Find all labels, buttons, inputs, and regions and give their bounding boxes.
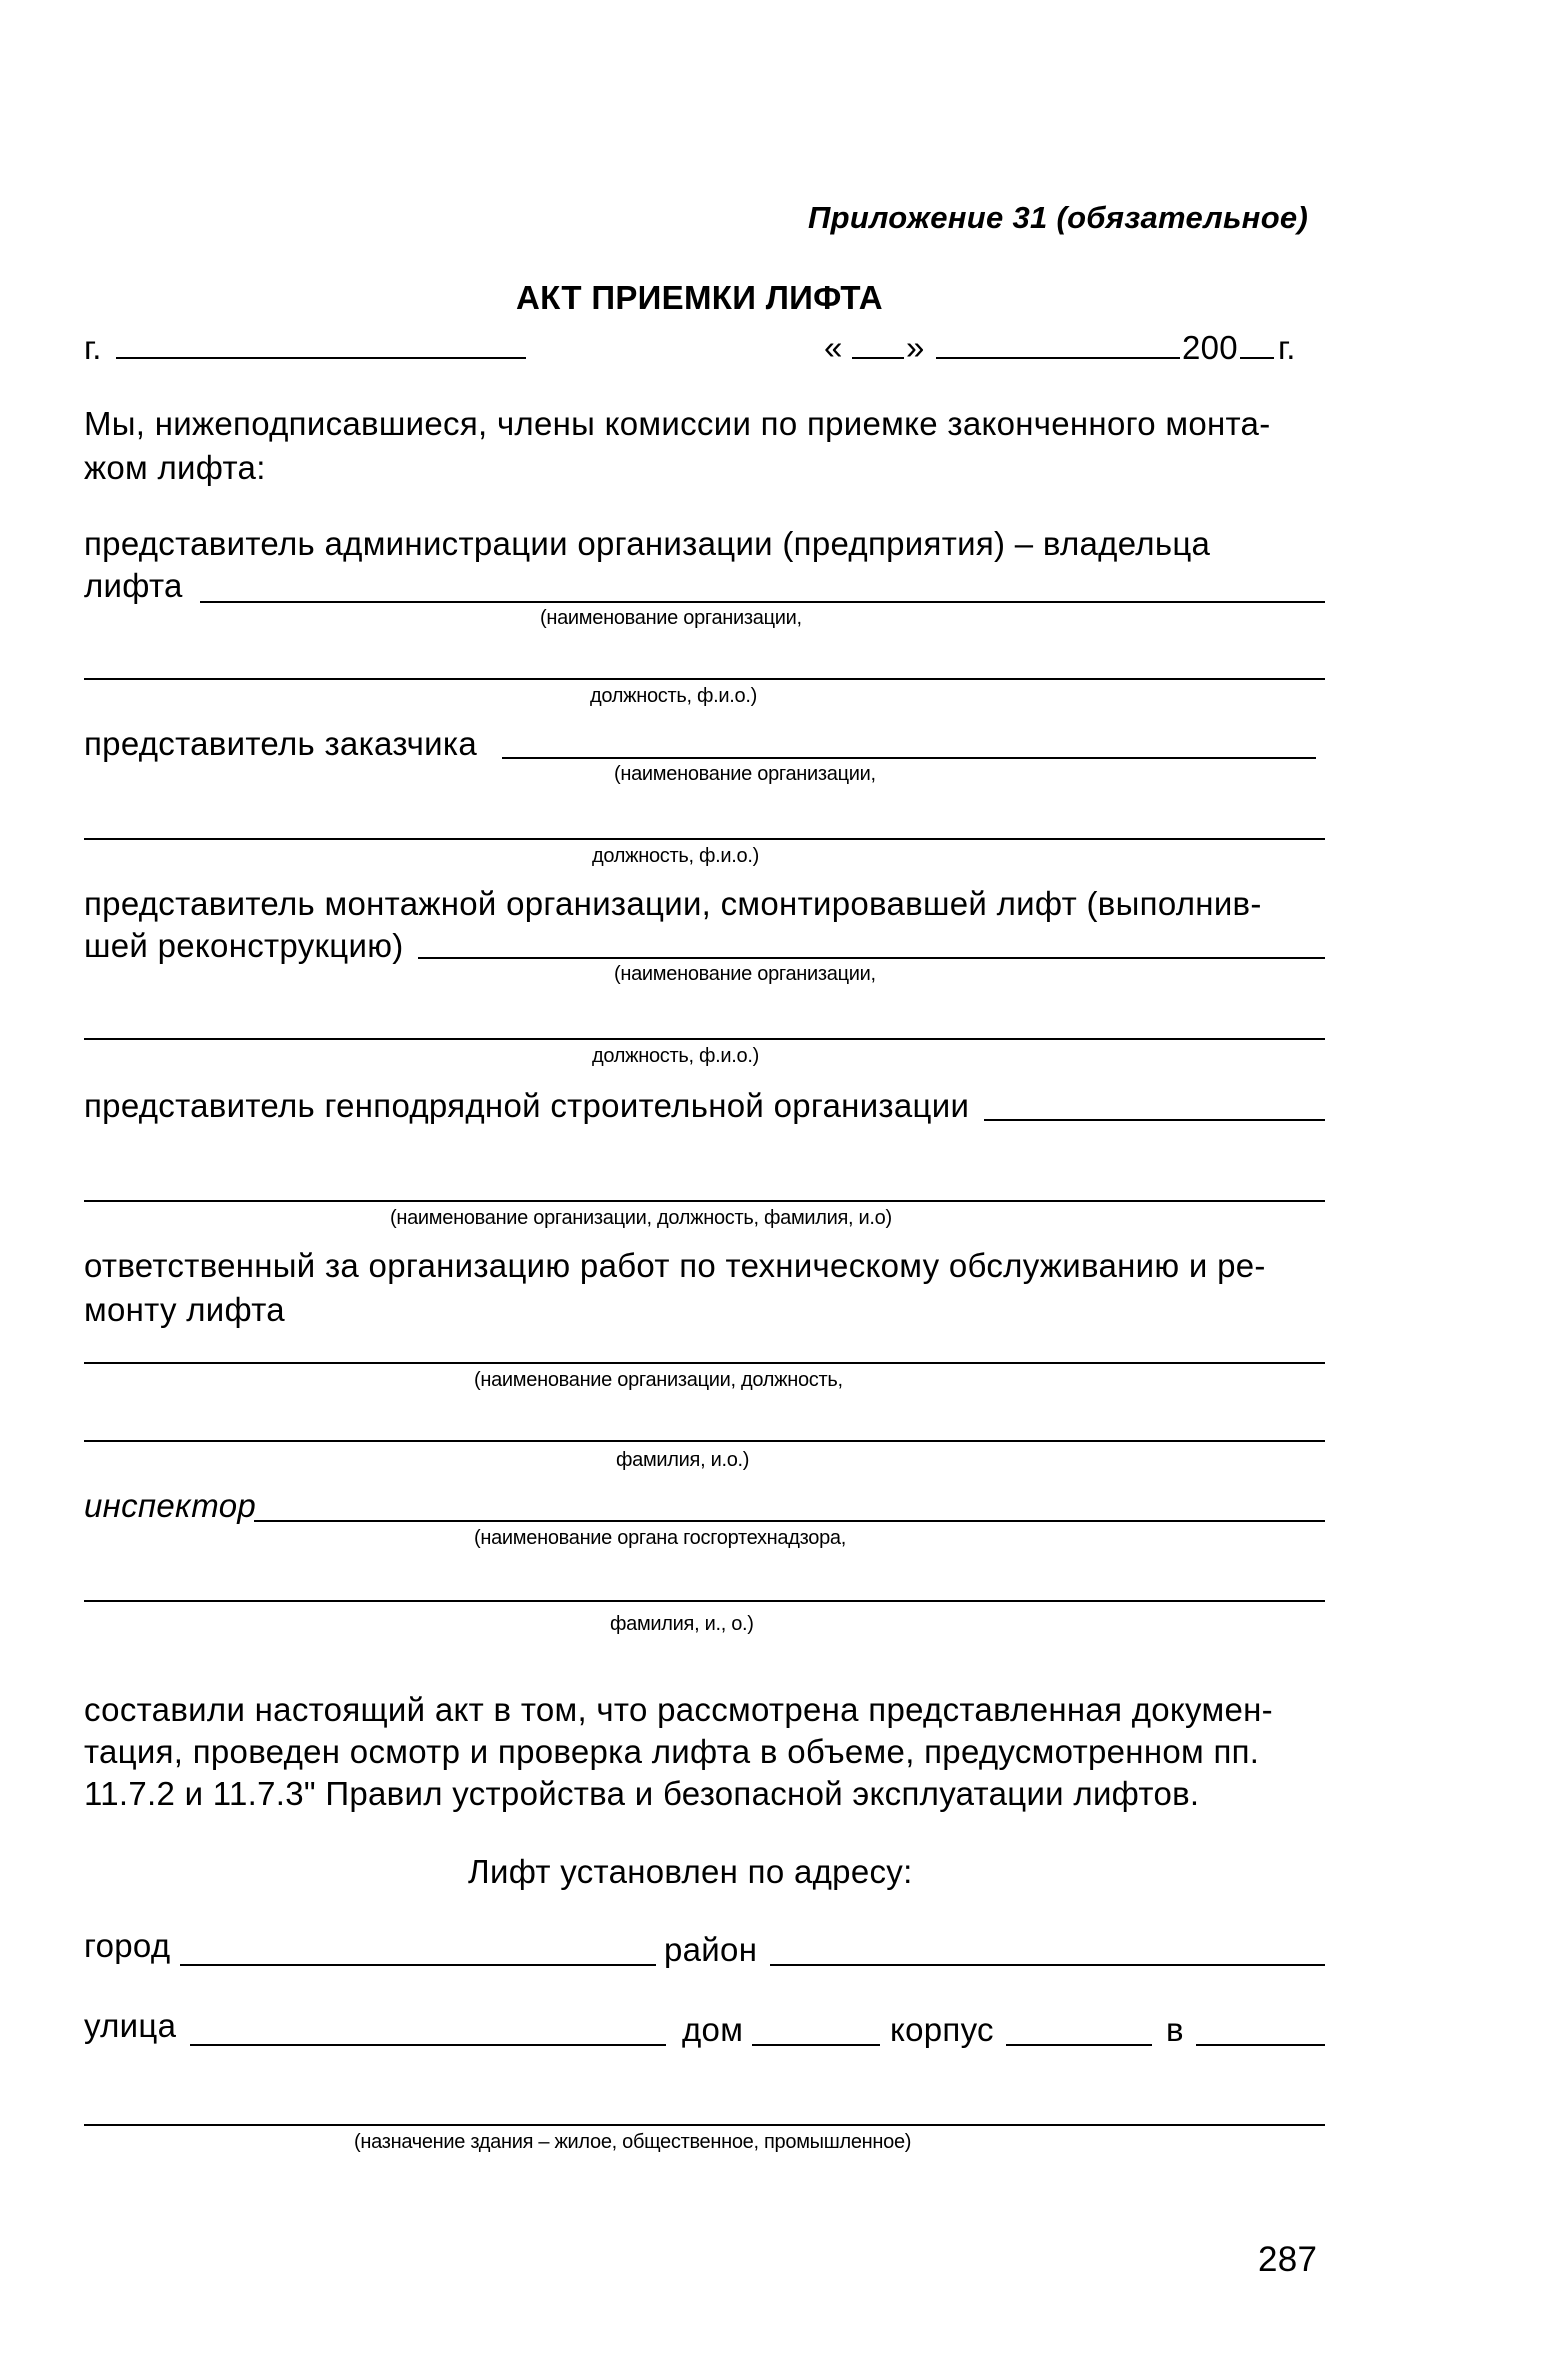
- inspector-caption-1: (наименование органа госгортехнадзора,: [474, 1527, 846, 1549]
- v-label: в: [1166, 2011, 1184, 2048]
- address-heading: Лифт установлен по адресу:: [468, 1853, 913, 1890]
- maintenance-line-1: ответственный за организацию работ по техническому обслуживанию и ре-: [84, 1247, 1266, 1284]
- year-suffix: г.: [1278, 329, 1296, 366]
- v-field[interactable]: [1196, 2044, 1325, 2046]
- intro-line-2: жом лифта:: [84, 449, 266, 486]
- district-field[interactable]: [770, 1964, 1325, 1966]
- installer-rep-blank-1[interactable]: [418, 957, 1325, 959]
- installer-rep-line-2: шей реконструкцию): [84, 927, 404, 964]
- city-field[interactable]: [180, 1964, 656, 1966]
- house-field[interactable]: [752, 2044, 880, 2046]
- conclusion-line-1: составили настоящий акт в том, что рассмотрена представленная докумен-: [84, 1691, 1273, 1728]
- maintenance-caption-1: (наименование организации, должность,: [474, 1369, 843, 1391]
- contractor-rep-blank-2[interactable]: [84, 1200, 1325, 1202]
- conclusion-line-3: 11.7.2 и 11.7.3" Правил устройства и безопасной эксплуатации лифтов.: [84, 1775, 1200, 1812]
- inspector-caption-2: фамилия, и., о.): [610, 1613, 754, 1635]
- intro-line-1: Мы, нижеподписавшиеся, члены комиссии по приемке законченного монта-: [84, 405, 1271, 442]
- owner-rep-blank-2[interactable]: [84, 678, 1325, 680]
- house-label: дом: [682, 2011, 744, 2048]
- quote-open: «: [824, 329, 843, 366]
- installer-rep-line-1: представитель монтажной организации, смонтировавшей лифт (выполнив-: [84, 885, 1262, 922]
- customer-rep-caption-1: (наименование организации,: [614, 763, 876, 785]
- inspector-blank-1[interactable]: [254, 1520, 1325, 1522]
- inspector-blank-2[interactable]: [84, 1600, 1325, 1602]
- inspector-label: инспектор: [84, 1487, 257, 1524]
- street-label: улица: [84, 2007, 177, 2044]
- conclusion-line-2: тация, проведен осмотр и проверка лифта в объеме, предусмотренном пп.: [84, 1733, 1260, 1770]
- district-label: район: [664, 1931, 758, 1968]
- customer-rep-blank-1[interactable]: [502, 757, 1316, 759]
- city-prefix: г.: [84, 329, 102, 366]
- quote-close: »: [906, 329, 925, 366]
- customer-rep-blank-2[interactable]: [84, 838, 1325, 840]
- building-purpose-caption: (назначение здания – жилое, общественное, промышленное): [354, 2131, 912, 2153]
- maintenance-blank-1[interactable]: [84, 1362, 1325, 1364]
- customer-rep-label: представитель заказчика: [84, 725, 477, 762]
- street-field[interactable]: [190, 2044, 666, 2046]
- city-label: город: [84, 1927, 171, 1964]
- city-blank[interactable]: [116, 357, 526, 359]
- month-blank[interactable]: [936, 357, 1180, 359]
- owner-rep-blank-1[interactable]: [200, 601, 1325, 603]
- page-number: 287: [1258, 2240, 1318, 2279]
- contractor-rep-blank-1[interactable]: [984, 1119, 1325, 1121]
- contractor-rep-label: представитель генподрядной строительной организации: [84, 1087, 970, 1124]
- day-blank[interactable]: [852, 357, 904, 359]
- maintenance-caption-2: фамилия, и.о.): [616, 1449, 750, 1471]
- installer-rep-blank-2[interactable]: [84, 1038, 1325, 1040]
- building-field[interactable]: [1006, 2044, 1152, 2046]
- owner-rep-line-2: лифта: [84, 567, 183, 604]
- appendix-label: Приложение 31 (обязательное): [808, 200, 1309, 235]
- document-title: АКТ ПРИЕМКИ ЛИФТА: [516, 279, 883, 316]
- year-prefix: 200: [1182, 329, 1238, 366]
- installer-rep-caption-2: должность, ф.и.о.): [592, 1045, 759, 1067]
- building-purpose-field[interactable]: [84, 2124, 1325, 2126]
- maintenance-blank-2[interactable]: [84, 1440, 1325, 1442]
- installer-rep-caption-1: (наименование организации,: [614, 963, 876, 985]
- year-blank[interactable]: [1240, 357, 1274, 359]
- owner-rep-line-1: представитель администрации организации (предприятия) – владельца: [84, 525, 1211, 562]
- contractor-rep-caption: (наименование организации, должность, фамилия, и.о): [390, 1207, 892, 1229]
- customer-rep-caption-2: должность, ф.и.о.): [592, 845, 759, 867]
- maintenance-line-2: монту лифта: [84, 1291, 285, 1328]
- building-label: корпус: [890, 2011, 994, 2048]
- owner-rep-caption-2: должность, ф.и.о.): [590, 685, 757, 707]
- owner-rep-caption-1: (наименование организации,: [540, 607, 802, 629]
